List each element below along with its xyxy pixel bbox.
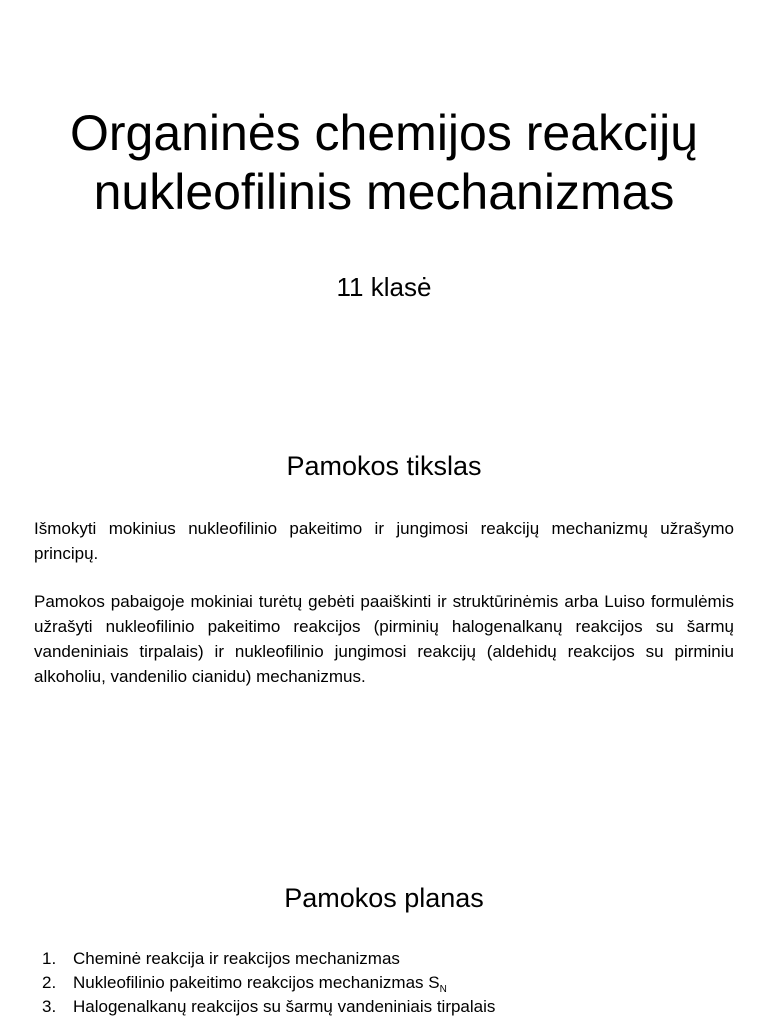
plan-item-number: 1. xyxy=(42,949,57,968)
plan-item-text: Cheminė reakcija ir reakcijos mechanizmas xyxy=(73,949,400,968)
plan-item-subscript: N xyxy=(439,984,447,995)
plan-item-1 xyxy=(42,947,495,971)
goal-heading: Pamokos tikslas xyxy=(286,451,482,481)
plan-heading: Pamokos planas xyxy=(284,883,484,913)
plan-item-text: Nukleofilinio pakeitimo reakcijos mechanizmas S xyxy=(73,973,440,992)
plan-item-text: Halogenalkanų reakcijos su šarmų vandeniniais tirpalais xyxy=(73,997,496,1016)
plan-item-number: 2. xyxy=(42,973,57,992)
plan-item-3 xyxy=(42,995,495,1019)
goal-paragraph-2: Pamokos pabaigoje mokiniai turėtų gebėti paaiškinti ir struktūrinėmis arba Luiso formulėmis užrašyti nukleofilinio pakeitimo reakcijos (pirminių halogenalkanų reakcijos su šarmų vandeniniais tirpalais) ir nukleofilinio jungimosi reakcijų (aldehidų reakcijos su pirminiu alkoholiu, vandenilio cianidu) mechanizmus. xyxy=(34,592,734,686)
grade-subtitle: 11 klasė xyxy=(336,272,432,302)
plan-list xyxy=(42,947,495,1019)
plan-item-2 xyxy=(42,971,495,995)
goal-paragraph-1: Išmokyti mokinius nukleofilinio pakeitimo ir jungimosi reakcijų mechanizmų užrašymo principų. xyxy=(34,519,734,563)
page-title: Organinės chemijos reakcijų nukleofilinis mechanizmas xyxy=(69,105,699,220)
plan-item-number: 3. xyxy=(42,997,57,1016)
